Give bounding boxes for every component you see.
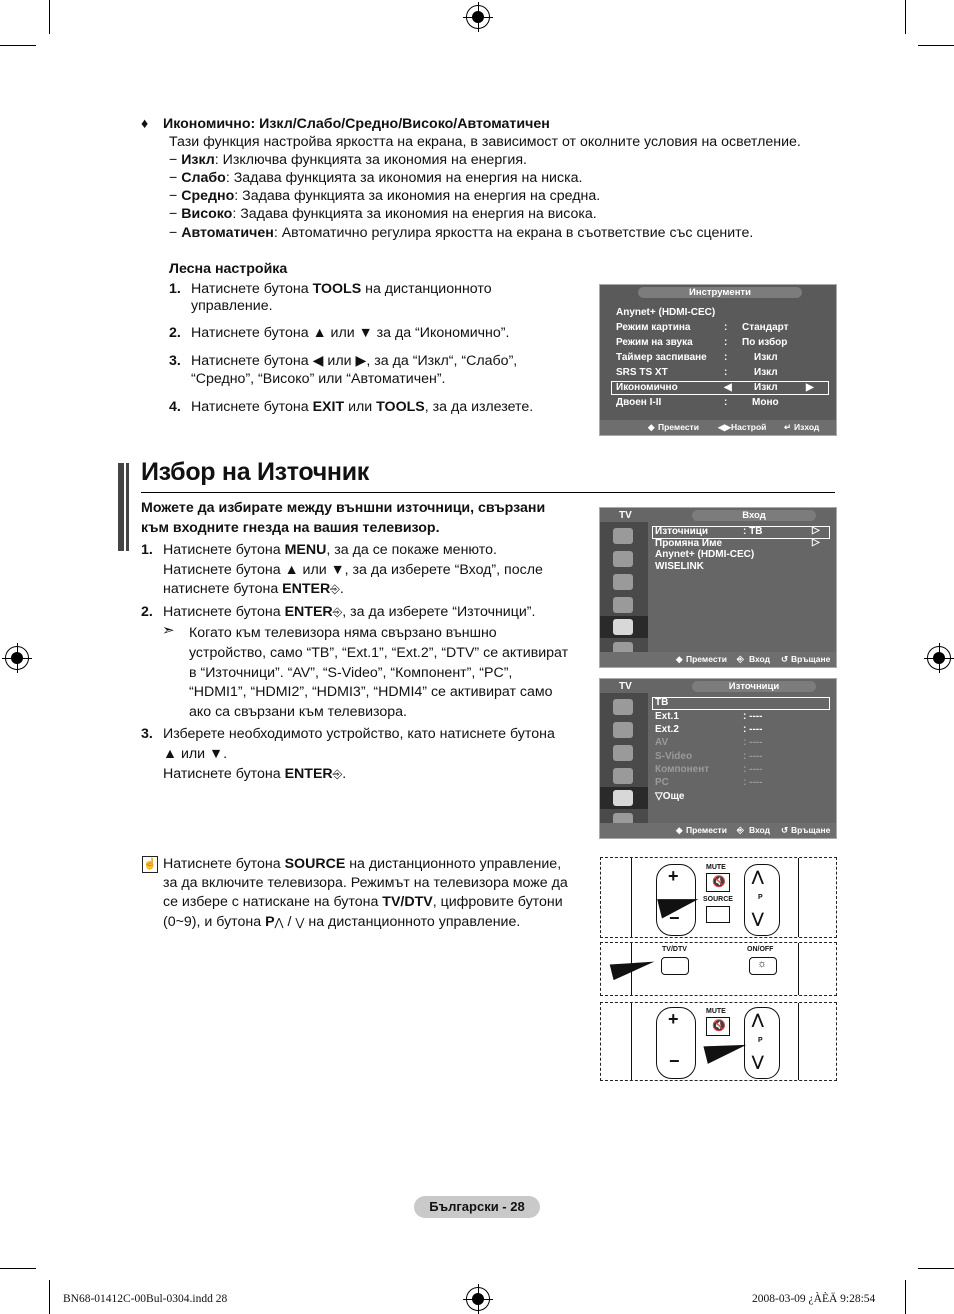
enter-icon: ⎆ (332, 605, 343, 619)
step-1: Натиснете бутона MENU, за да се покаже менюто. (163, 542, 497, 558)
osd-row: Източници (655, 526, 709, 537)
easy-setup-title: Лесна настройка (169, 261, 288, 277)
osd-row: Промяна Име (655, 538, 723, 549)
step-number: 3. (141, 726, 153, 742)
osd-row-sep: : (724, 322, 728, 333)
section-intro: към входните гнезда на вашия телевизор. (141, 520, 440, 536)
osd-row-disabled: PC (655, 777, 669, 788)
picture-icon (613, 699, 633, 715)
return-icon: ↺ (781, 825, 789, 835)
osd-footer-enter: Вход (749, 654, 771, 664)
osd-row-disabled: AV (655, 737, 669, 748)
input-osd-panel (599, 507, 837, 668)
registration-mark-top (466, 5, 490, 29)
easy-step-1: Натиснете бутона TOOLS на дистанционното (191, 281, 492, 297)
note-arrow-icon: ➣ (162, 622, 175, 639)
onoff-label: ON/OFF (747, 946, 774, 953)
footer-file-name: BN68-01412C-00Bul-0304.indd 28 (63, 1293, 228, 1305)
registration-mark-right (927, 646, 951, 670)
note-line: ако са свързани към телевизора. (189, 704, 407, 720)
step-3: Изберете необходимото устройство, като натиснете бутона (163, 726, 555, 742)
footer-timestamp: 2008-03-09 ¿ÀÈÄ 9:28:54 (752, 1293, 876, 1305)
p-label: P (758, 1037, 763, 1044)
osd-row-value: Изкл (754, 352, 778, 363)
bullet-diamond: ♦ (141, 116, 149, 132)
osd-footer-move: Премести (686, 654, 727, 664)
hand-note-icon: ☝ (142, 856, 158, 873)
osd-row-value: : ---- (743, 737, 763, 748)
osd-left-arrow: ◀ (724, 382, 732, 393)
osd-row-value: : ---- (743, 724, 763, 735)
step-1-cont: Натиснете бутона ▲ или ▼, за да изберете “Вход”, после (163, 562, 543, 578)
input-icon (613, 790, 633, 806)
easy-step-number: 2. (169, 325, 181, 341)
osd-footer-exit: Изход (794, 422, 820, 432)
easy-step-number: 4. (169, 399, 181, 415)
channel-icon (613, 574, 633, 590)
source-note-line: за да включите телевизора. Режимът на телевизора може да (163, 875, 568, 891)
step-number: 1. (141, 542, 153, 558)
enter-icon: ⎆ (330, 582, 340, 596)
section-intro: Можете да избирате между външни източници, свързани (141, 500, 546, 516)
economy-item: − Автоматичен: Автоматично регулира яркостта на екрана в съответствие със сцените. (169, 225, 754, 241)
easy-step-1-cont: управление. (191, 298, 273, 314)
osd-row-value: Моно (752, 397, 779, 408)
registration-mark-left (5, 646, 29, 670)
channel-icon (613, 745, 633, 761)
source-label: SOURCE (703, 896, 733, 903)
easy-step-2: Натиснете бутона ▲ или ▼ за да “Икономично”. (191, 325, 510, 341)
osd-row-value: : ---- (743, 711, 763, 722)
economy-heading: Икономично: Изкл/Слабо/Средно/Високо/Автоматичен (163, 116, 550, 132)
osd-row: Двоен I-II (616, 397, 662, 408)
source-note-line: се избере с натискане на бутона TV/DTV, цифровите бутони (163, 894, 563, 910)
move-icon: ◆ (676, 654, 683, 664)
registration-mark-bottom (466, 1287, 490, 1311)
osd-row-sep: : (724, 337, 728, 348)
tvdtv-label: TV/DTV (662, 946, 687, 953)
p-label: P (758, 894, 763, 901)
osd-tv-label: TV (619, 510, 632, 521)
mute-icon: 🔇 (712, 1020, 726, 1032)
osd-footer-move: Премести (686, 825, 727, 835)
osd-footer-return: Връщане (791, 654, 831, 664)
osd-right-arrow: ▶ (806, 382, 814, 393)
osd-row-value: : ---- (743, 764, 763, 775)
setup-icon (613, 768, 633, 784)
economy-item: − Високо: Задава функцията за икономия на енергия на висока. (169, 206, 597, 222)
section-rule (141, 492, 835, 493)
easy-step-number: 3. (169, 353, 181, 369)
pointer-arrow (703, 1036, 748, 1064)
osd-row: Ext.2 (655, 724, 679, 735)
section-bar (126, 463, 129, 551)
chevron-up-icon: ⋀ (752, 868, 764, 884)
osd-row-value: Изкл (754, 367, 778, 378)
power-icon: ☼ (757, 958, 768, 970)
tools-osd-panel (599, 284, 837, 436)
exit-icon: ↵ (784, 422, 792, 432)
volume-down-icon: − (669, 1051, 680, 1071)
note-line: “HDMI1”, “HDMI2”, “HDMI3”, “HDMI4” се активират само (189, 684, 553, 700)
sources-osd-panel (599, 678, 837, 839)
osd-more[interactable]: ▽Още (655, 791, 685, 802)
chevron-down-icon: ⋁ (752, 910, 764, 926)
step-3-cont: ▲ или ▼. (163, 746, 228, 762)
osd-footer (600, 652, 836, 667)
mute-label: MUTE (706, 864, 726, 871)
picture-icon (613, 528, 633, 544)
osd-footer (600, 823, 836, 838)
osd-row-arrow: ▷ (812, 525, 820, 536)
economy-description: Тази функция настройва яркостта на екрана, в зависимост от околните условия на осветление. (169, 134, 801, 150)
return-icon: ↺ (781, 654, 789, 664)
enter-icon: ⎆ (737, 825, 744, 835)
osd-row-sep: : (724, 367, 728, 378)
osd-title: Инструменти (638, 287, 802, 298)
section-bar (118, 463, 124, 551)
mute-label: MUTE (706, 1008, 726, 1015)
osd-sidebar (600, 693, 648, 823)
input-icon (613, 619, 633, 635)
note-line: в “Източници”. “AV”, “S-Video”, “Компонент”, “PC”, (189, 665, 513, 681)
step-2: Натиснете бутона ENTER⎆, за да изберете “Източници”. (163, 604, 536, 620)
osd-row-value: Стандарт (742, 322, 789, 333)
osd-row-disabled: S-Video (655, 751, 693, 762)
step-number: 2. (141, 604, 153, 620)
osd-title: Източници (692, 681, 816, 692)
osd-row-value: : ТВ (743, 526, 763, 537)
osd-row: ТВ (655, 697, 669, 708)
osd-row: WISELINK (655, 561, 704, 572)
move-icon: ◆ (648, 422, 655, 432)
osd-footer-return: Връщане (791, 825, 831, 835)
chevron-down-icon: ⋁ (752, 1053, 764, 1069)
osd-row: SRS TS XT (616, 367, 668, 378)
volume-down-icon: − (669, 908, 680, 928)
osd-footer-enter: Вход (749, 825, 771, 835)
chevron-up-icon: ⋀ (752, 1011, 764, 1027)
osd-footer (600, 420, 836, 435)
mute-icon: 🔇 (712, 876, 726, 888)
enter-icon: ⎆ (332, 767, 343, 781)
enter-icon: ⎆ (737, 654, 744, 664)
remote-image-channel (600, 1002, 837, 1081)
economy-item: − Средно: Задава функцията за икономия на енергия на средна. (169, 188, 601, 204)
move-icon: ◆ (676, 825, 683, 835)
osd-footer-move: Премести (658, 422, 699, 432)
step-1-cont: натиснете бутона ENTER⎆. (163, 581, 344, 597)
osd-row-disabled: Компонент (655, 764, 710, 775)
sound-icon (613, 722, 633, 738)
page-number-badge: Български - 28 (414, 1196, 540, 1218)
pointer-arrow (610, 954, 657, 980)
tvdtv-button[interactable] (661, 957, 689, 975)
source-button[interactable] (706, 906, 730, 923)
osd-row: Режим картина (616, 322, 691, 333)
osd-row-sep: : (724, 352, 728, 363)
easy-step-3: Натиснете бутона ◀ или ▶, за да “Изкл“, “Слабо”, (191, 353, 518, 369)
osd-row-arrow: ▷ (812, 537, 820, 548)
note-line: устройство, само “ТВ”, “Ext.1”, “Ext.2”, “DTV” се активират (189, 645, 569, 661)
osd-row-value: По избор (742, 337, 788, 348)
osd-row: Икономично (616, 382, 678, 393)
osd-tv-label: TV (619, 681, 632, 692)
volume-up-icon: + (668, 1009, 679, 1029)
economy-item: − Слабо: Задава функцията за икономия на енергия на ниска. (169, 170, 583, 186)
easy-step-number: 1. (169, 281, 181, 297)
osd-row-sep: : (724, 397, 728, 408)
osd-row: Таймер заспиване (616, 352, 707, 363)
osd-row-value: : ---- (743, 751, 763, 762)
osd-row: Anynet+ (HDMI-CEC) (616, 307, 716, 318)
osd-row: Режим на звука (616, 337, 693, 348)
setup-icon (613, 597, 633, 613)
osd-row-value: Изкл (754, 382, 778, 393)
note-line: Когато към телевизора няма свързано външно (189, 625, 497, 641)
economy-item: − Изкл: Изключва функцията за икономия на енергия. (169, 152, 527, 168)
source-note-line: Натиснете бутона SOURCE на дистанционното управление, (163, 856, 562, 872)
source-note-line: (0~9), и бутона P⋀ / ⋁ на дистанционното управление. (163, 914, 521, 930)
step-3-cont: Натиснете бутона ENTER⎆. (163, 766, 347, 782)
sound-icon (613, 551, 633, 567)
osd-selected-row[interactable] (652, 697, 830, 710)
osd-row: Anynet+ (HDMI-CEC) (655, 549, 755, 560)
remote-image-source (600, 857, 837, 938)
chevron-down-icon: ⋁ (295, 917, 305, 929)
section-title: Избор на Източник (141, 458, 370, 486)
easy-step-3-cont: “Средно”, “Високо” или “Автоматичен”. (191, 371, 446, 387)
chevron-up-icon: ⋀ (274, 917, 284, 929)
osd-sidebar (600, 522, 648, 652)
osd-row: Ext.1 (655, 711, 679, 722)
volume-up-icon: + (668, 866, 679, 886)
remote-image-tvdtv (600, 942, 837, 996)
osd-title: Вход (692, 510, 816, 521)
adjust-icon: ◀▶ (718, 422, 732, 432)
easy-step-4: Натиснете бутона EXIT или TOOLS, за да излезете. (191, 399, 534, 415)
osd-footer-adjust: Настрой (731, 422, 767, 432)
osd-row-value: : ---- (743, 777, 763, 788)
